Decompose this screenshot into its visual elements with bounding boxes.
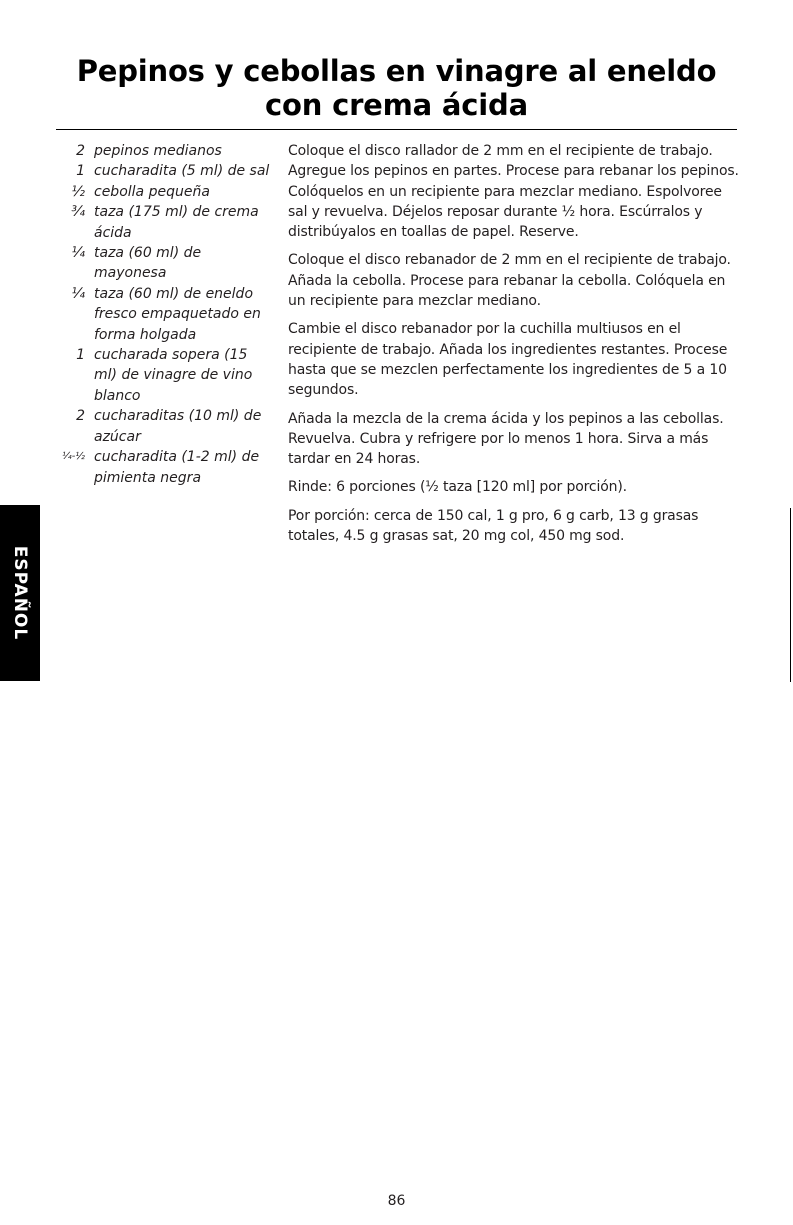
ingredient-item <box>40 406 280 447</box>
ingredient-description: taza (60 ml) de eneldo fresco empaquetado en forma holgada <box>94 285 261 343</box>
ingredient-item <box>40 243 280 284</box>
language-tab <box>0 505 40 681</box>
ingredient-list <box>40 141 280 488</box>
ingredient-item <box>40 284 280 345</box>
ingredient-item <box>40 161 280 181</box>
ingredient-quantity: 1 <box>76 347 85 364</box>
page-number: 86 <box>387 1193 406 1209</box>
ingredient-quantity: 1 <box>76 163 85 180</box>
nutrition-note: Por porción: cerca de 150 cal, 1 g pro, 6 g carb, 13 g grasas totales, 4.5 g grasas sat, 20 mg col, 450 mg sod. <box>288 507 699 545</box>
ingredient-item <box>40 182 280 202</box>
method-step: Cambie el disco rebanador por la cuchilla multiusos en el recipiente de trabajo. Añada los ingredientes restantes. Procese hasta que se mezclen perfectamente los ingredientes de 5 a 10 segundos. <box>288 321 728 399</box>
recipe-title-line-2: con crema ácida <box>265 88 528 122</box>
ingredient-description: taza (175 ml) de crema ácida <box>94 204 259 241</box>
language-tab-label: ESPAÑOL <box>10 545 30 641</box>
ingredient-quantity: 2 <box>76 143 85 159</box>
ingredient-quantity: ¾ <box>71 204 85 221</box>
method-step: Añada la mezcla de la crema ácida y los pepinos a las cebollas. Revuelva. Cubra y refrigere por lo menos 1 hora. Sirva a más tardar en 24 horas. <box>288 410 724 468</box>
ingredient-description: cucharadita (1-2 ml) de pimienta negra <box>94 449 260 486</box>
ingredient-item <box>40 202 280 243</box>
right-edge-marker <box>790 508 791 682</box>
ingredient-item <box>40 345 280 406</box>
ingredient-quantity: ¼ <box>71 245 85 262</box>
ingredient-description: pepinos medianos <box>94 143 222 159</box>
method-step: Coloque el disco rallador de 2 mm en el recipiente de trabajo. Agregue los pepinos en partes. Procese para rebanar los pepinos. Colóquelos en un recipiente para mezclar mediano. Espolvoree sal y revuelva. Déjelos reposar durante ½ hora. Escúrralos y distribúyalos en toallas de papel. Reserve. <box>288 143 739 241</box>
method-step: Coloque el disco rebanador de 2 mm en el recipiente de trabajo. Añada la cebolla. Procese para rebanar la cebolla. Colóquela en un recipiente para mezclar mediano. <box>288 252 731 310</box>
ingredient-quantity: ½ <box>71 183 85 200</box>
ingredient-description: cucharadita (5 ml) de sal <box>94 163 270 180</box>
ingredient-description: cebolla pequeña <box>94 183 210 200</box>
method-column <box>288 141 740 554</box>
yield-note: Rinde: 6 porciones (½ taza [120 ml] por porción). <box>288 479 627 496</box>
ingredient-quantity: ¼ <box>71 285 85 302</box>
recipe-title-line-1: Pepinos y cebollas en vinagre al eneldo <box>76 54 717 88</box>
ingredient-description: cucharada sopera (15 ml) de vinagre de vino blanco <box>94 347 253 404</box>
ingredient-description: cucharaditas (10 ml) de azúcar <box>94 408 262 445</box>
recipe-title <box>0 54 793 122</box>
ingredient-quantity: 2 <box>76 408 85 425</box>
ingredient-description: taza (60 ml) de mayonesa <box>94 245 202 282</box>
ingredient-item <box>40 447 280 488</box>
ingredient-item <box>40 141 280 161</box>
ingredient-quantity: ¼-½ <box>62 451 85 463</box>
title-divider <box>56 129 737 130</box>
